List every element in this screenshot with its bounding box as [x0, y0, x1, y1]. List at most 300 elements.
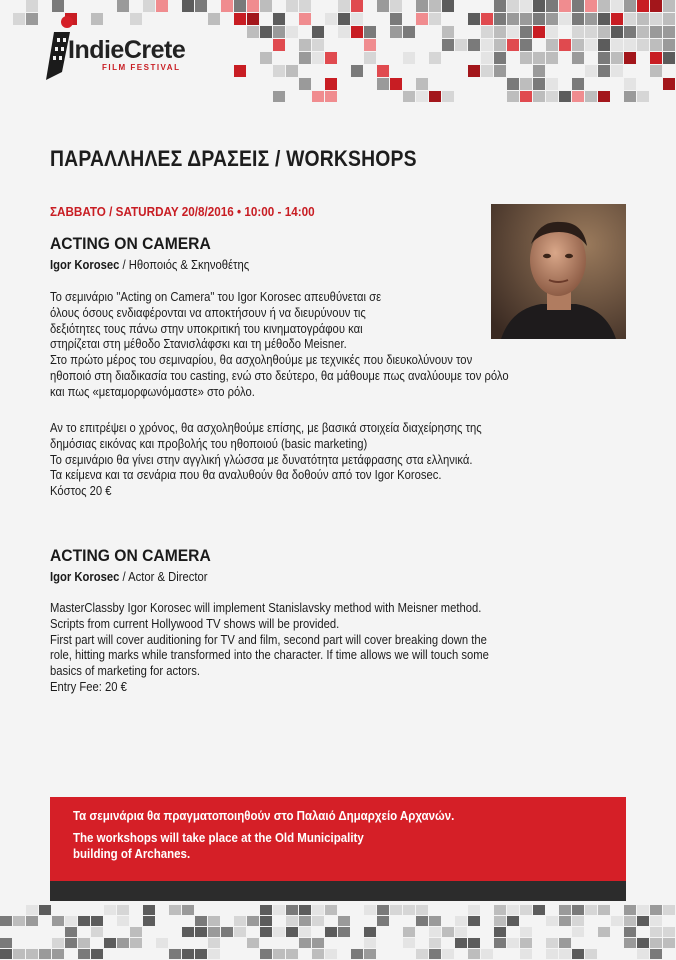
mosaic-tile — [520, 52, 532, 64]
price-greek: Κόστος 20 € — [50, 484, 112, 499]
mosaic-tile — [364, 39, 376, 51]
mosaic-tile — [572, 905, 584, 915]
mosaic-tile — [260, 949, 272, 959]
mosaic-tile — [286, 949, 298, 959]
mosaic-tile — [598, 13, 610, 25]
mosaic-tile — [351, 65, 363, 77]
text-line: Scripts from current Hollywood TV shows will be provided. — [50, 616, 340, 631]
mosaic-tile — [13, 949, 25, 959]
mosaic-tile — [312, 905, 324, 915]
mosaic-tile — [624, 905, 636, 915]
mosaic-tile — [468, 949, 480, 959]
mosaic-tile — [130, 938, 142, 948]
mosaic-tile — [520, 949, 532, 959]
mosaic-tile — [0, 949, 12, 959]
mosaic-tile — [364, 52, 376, 64]
mosaic-tile — [325, 52, 337, 64]
mosaic-tile — [299, 905, 311, 915]
bottom-bar — [50, 881, 626, 901]
event-date: ΣΑΒΒΑΤΟ / SATURDAY 20/8/2016 • 10:00 - 14:00 — [50, 204, 315, 219]
mosaic-tile — [546, 52, 558, 64]
mosaic-tile — [156, 938, 168, 948]
mosaic-tile — [26, 949, 38, 959]
text-line: MasterClassby Igor Korosec will implement Stanislavsky method with Meisner method. — [50, 601, 482, 615]
mosaic-tile — [234, 13, 246, 25]
mosaic-tile — [234, 927, 246, 937]
mosaic-tile — [338, 0, 350, 12]
mosaic-tile — [325, 13, 337, 25]
mosaic-tile — [143, 905, 155, 915]
mosaic-tile — [650, 938, 662, 948]
mosaic-tile — [65, 916, 77, 926]
mosaic-tile — [468, 65, 480, 77]
mosaic-tile — [299, 78, 311, 90]
mosaic-tile — [0, 938, 12, 948]
mosaic-tile — [429, 938, 441, 948]
mosaic-tile — [520, 78, 532, 90]
mosaic-tile — [598, 0, 610, 12]
mosaic-tile — [364, 949, 376, 959]
mosaic-tile — [312, 949, 324, 959]
mosaic-tile — [559, 13, 571, 25]
mosaic-tile — [598, 52, 610, 64]
mosaic-tile — [598, 65, 610, 77]
mosaic-tile — [494, 927, 506, 937]
mosaic-tile — [533, 91, 545, 102]
mosaic-tile — [273, 65, 285, 77]
mosaic-tile — [663, 938, 675, 948]
mosaic-tile — [429, 0, 441, 12]
mosaic-tile — [429, 949, 441, 959]
mosaic-tile — [637, 905, 649, 915]
mosaic-tile — [650, 927, 662, 937]
text-line: στηρίζεται στη μέθοδο Στανισλάφσκι και τη μέθοδο Meisner. — [50, 337, 347, 352]
mosaic-tile — [598, 39, 610, 51]
mosaic-tile — [169, 905, 181, 915]
mosaic-tile — [234, 916, 246, 926]
notice-english-2: building of Archanes. — [73, 847, 191, 861]
mosaic-tile — [533, 26, 545, 38]
mosaic-tile — [624, 78, 636, 90]
mosaic-tile — [481, 26, 493, 38]
text-line: Αν το επιτρέψει ο χρόνος, θα ασχοληθούμε επίσης, με βασικά στοιχεία διαχείρησης της — [50, 421, 482, 435]
mosaic-tile — [65, 927, 77, 937]
mosaic-tile — [325, 78, 337, 90]
mosaic-tile — [234, 0, 246, 12]
mosaic-tile — [299, 916, 311, 926]
mosaic-tile — [546, 13, 558, 25]
mosaic-tile — [273, 26, 285, 38]
mosaic-tile — [572, 927, 584, 937]
mosaic-tile — [247, 916, 259, 926]
mosaic-tile — [429, 13, 441, 25]
mosaic-tile — [546, 78, 558, 90]
mosaic-tile — [377, 78, 389, 90]
mosaic-tile — [546, 39, 558, 51]
mosaic-tile — [559, 91, 571, 102]
mosaic-tile — [455, 916, 467, 926]
mosaic-tile — [650, 39, 662, 51]
text-line: Το σεμινάριο θα γίνει στην αγγλική γλώσσα με δυνατότητα μετάφρασης στα ελληνικά. — [50, 452, 473, 467]
mosaic-tile — [520, 905, 532, 915]
mosaic-tile — [494, 13, 506, 25]
mosaic-tile — [481, 39, 493, 51]
mosaic-tile — [221, 927, 233, 937]
mosaic-tile — [416, 78, 428, 90]
mosaic-tile — [260, 905, 272, 915]
mosaic-tile — [481, 13, 493, 25]
mosaic-tile — [117, 938, 129, 948]
mosaic-tile — [312, 39, 324, 51]
mosaic-tile — [182, 0, 194, 12]
mosaic-tile — [364, 938, 376, 948]
mosaic-tile — [650, 13, 662, 25]
mosaic-tile — [351, 26, 363, 38]
mosaic-tile — [390, 13, 402, 25]
logo-subtitle: FILM FESTIVAL — [102, 63, 181, 72]
mosaic-tile — [468, 938, 480, 948]
text-line: Στο πρώτο μέρος του σεμιναρίου, θα ασχοληθούμε με τεχνικές που διευκολύνουν τον — [50, 353, 473, 368]
mosaic-tile — [507, 78, 519, 90]
mosaic-tile — [117, 916, 129, 926]
mosaic-tile — [364, 905, 376, 915]
mosaic-tile — [481, 65, 493, 77]
mosaic-tile — [286, 26, 298, 38]
mosaic-tile — [364, 927, 376, 937]
mosaic-tile — [273, 949, 285, 959]
english-paragraph — [50, 601, 489, 696]
mosaic-tile — [273, 905, 285, 915]
mosaic-tile — [273, 927, 285, 937]
mosaic-tile — [624, 26, 636, 38]
mosaic-tile — [325, 949, 337, 959]
mosaic-tile — [26, 0, 38, 12]
mosaic-tile — [611, 39, 623, 51]
mosaic-tile — [520, 0, 532, 12]
mosaic-tile — [52, 916, 64, 926]
mosaic-tile — [533, 0, 545, 12]
mosaic-tile — [377, 65, 389, 77]
mosaic-tile — [611, 13, 623, 25]
mosaic-tile — [416, 0, 428, 12]
instructor-photo — [491, 204, 626, 339]
mosaic-tile — [494, 52, 506, 64]
text-line: και πως «μεταμορφωνόμαστε» στο ρόλο. — [50, 384, 255, 399]
mosaic-tile — [546, 26, 558, 38]
mosaic-tile — [312, 938, 324, 948]
mosaic-tile — [169, 949, 181, 959]
mosaic-tile — [455, 927, 467, 937]
mosaic-tile — [39, 949, 51, 959]
mosaic-tile — [455, 938, 467, 948]
mosaic-tile — [520, 927, 532, 937]
mosaic-tile — [611, 916, 623, 926]
festival-logo[interactable] — [40, 14, 220, 86]
mosaic-tile — [13, 13, 25, 25]
mosaic-tile — [650, 916, 662, 926]
mosaic-tile — [442, 91, 454, 102]
text-line: δημόσιας εικόνας και προβολής του ηθοποιού (basic marketing) — [50, 436, 368, 451]
mosaic-tile — [572, 26, 584, 38]
mosaic-tile — [104, 905, 116, 915]
mosaic-tile — [312, 52, 324, 64]
mosaic-tile — [585, 949, 597, 959]
mosaic-tile — [78, 938, 90, 948]
mosaic-tile — [273, 13, 285, 25]
mosaic-tile — [195, 927, 207, 937]
mosaic-tile — [338, 916, 350, 926]
notice-english-1: The workshops will take place at the Old Municipality — [73, 831, 364, 845]
mosaic-tile — [494, 938, 506, 948]
mosaic-tile — [637, 916, 649, 926]
mosaic-tile — [52, 938, 64, 948]
mosaic-tile — [403, 905, 415, 915]
mosaic-tile — [611, 0, 623, 12]
mosaic-tile — [585, 39, 597, 51]
mosaic-tile — [507, 91, 519, 102]
mosaic-tile — [273, 91, 285, 102]
mosaic-tile — [130, 927, 142, 937]
mosaic-tile — [598, 905, 610, 915]
mosaic-tile — [650, 26, 662, 38]
mosaic-tile — [299, 927, 311, 937]
mosaic-tile — [299, 13, 311, 25]
mosaic-tile — [13, 916, 25, 926]
mosaic-tile — [117, 0, 129, 12]
mosaic-tile — [26, 905, 38, 915]
mosaic-tile — [299, 0, 311, 12]
mosaic-tile — [182, 949, 194, 959]
mosaic-tile — [611, 52, 623, 64]
mosaic-tile — [546, 938, 558, 948]
mosaic-tile — [520, 26, 532, 38]
mosaic-tile — [494, 916, 506, 926]
mosaic-tile — [390, 78, 402, 90]
mosaic-tile — [546, 949, 558, 959]
mosaic-tile — [624, 0, 636, 12]
text-line: Τα κείμενα και τα σενάρια που θα αναλυθούν θα δοθούν από τον Igor Korosec. — [50, 468, 442, 483]
mosaic-tile — [494, 905, 506, 915]
instructor-line-greek — [50, 258, 249, 272]
mosaic-tile — [195, 0, 207, 12]
mosaic-tile — [637, 938, 649, 948]
mosaic-tile — [663, 13, 675, 25]
mosaic-tile — [663, 52, 675, 64]
mosaic-tile — [663, 0, 675, 12]
instructor-line-english — [50, 570, 208, 584]
mosaic-tile — [208, 938, 220, 948]
mosaic-tile — [338, 26, 350, 38]
mosaic-tile — [260, 916, 272, 926]
mosaic-tile — [416, 905, 428, 915]
mosaic-tile — [494, 65, 506, 77]
mosaic-tile — [650, 65, 662, 77]
mosaic-tile — [104, 938, 116, 948]
mosaic-tile — [533, 52, 545, 64]
mosaic-tile — [377, 0, 389, 12]
mosaic-tile — [416, 916, 428, 926]
mosaic-tile — [260, 26, 272, 38]
mosaic-tile — [650, 949, 662, 959]
mosaic-tile — [403, 26, 415, 38]
mosaic-tile — [156, 0, 168, 12]
mosaic-tile — [611, 65, 623, 77]
page-title: ΠΑΡΑΛΛΗΛΕΣ ΔΡΑΣΕΙΣ / WORKSHOPS — [50, 146, 417, 171]
mosaic-tile — [572, 91, 584, 102]
text-line: δεξιότητες τους πάνω στην υποκριτική του κινηματογράφου και — [50, 321, 363, 336]
mosaic-tile — [442, 927, 454, 937]
mosaic-tile — [416, 13, 428, 25]
mosaic-tile — [325, 905, 337, 915]
mosaic-tile — [403, 52, 415, 64]
mosaic-tile — [507, 26, 519, 38]
mosaic-tile — [663, 26, 675, 38]
mosaic-tile — [598, 91, 610, 102]
mosaic-tile — [286, 65, 298, 77]
mosaic-tile — [442, 26, 454, 38]
mosaic-tile — [598, 26, 610, 38]
mosaic-tile — [572, 949, 584, 959]
mosaic-tile — [312, 26, 324, 38]
mosaic-tile — [468, 905, 480, 915]
mosaic-tile — [325, 927, 337, 937]
mosaic-tile — [117, 905, 129, 915]
mosaic-tile — [585, 65, 597, 77]
mosaic-tile — [390, 0, 402, 12]
mosaic-tile — [390, 26, 402, 38]
mosaic-tile — [0, 916, 12, 926]
mosaic-tile — [78, 949, 90, 959]
price-english: Entry Fee: 20 € — [50, 679, 127, 694]
mosaic-tile — [507, 905, 519, 915]
mosaic-tile — [273, 39, 285, 51]
text-line: ηθοποιό στη διαδικασία του casting, ενώ στο δεύτερο, θα μάθουμε πως αναλύουμε τον ρόλο — [50, 368, 509, 383]
mosaic-tile — [234, 65, 246, 77]
mosaic-tile — [624, 13, 636, 25]
mosaic-tile — [208, 927, 220, 937]
instructor-name: Igor Korosec — [50, 258, 120, 272]
mosaic-tile — [286, 916, 298, 926]
mosaic-tile — [143, 916, 155, 926]
mosaic-tile — [533, 65, 545, 77]
mosaic-tile — [520, 938, 532, 948]
mosaic-tile — [546, 916, 558, 926]
instructor-name: Igor Korosec — [50, 570, 120, 584]
mosaic-tile — [364, 26, 376, 38]
mosaic-tile — [377, 916, 389, 926]
mosaic-tile — [91, 927, 103, 937]
mosaic-tile — [429, 91, 441, 102]
mosaic-tile — [663, 39, 675, 51]
text-line: role, hitting marks while transformed into the character. If time allows we will touch some — [50, 648, 489, 663]
mosaic-tile — [663, 927, 675, 937]
mosaic-tile — [26, 916, 38, 926]
mosaic-tile — [442, 39, 454, 51]
mosaic-tile — [585, 91, 597, 102]
mosaic-tile — [546, 0, 558, 12]
logo-name: IndieCrete — [68, 36, 186, 64]
mosaic-tile — [481, 949, 493, 959]
mosaic-tile — [286, 0, 298, 12]
mosaic-tile — [299, 52, 311, 64]
mosaic-tile — [52, 0, 64, 12]
mosaic-tile — [390, 905, 402, 915]
mosaic-tile — [312, 916, 324, 926]
mosaic-tile — [468, 13, 480, 25]
mosaic-tile — [338, 13, 350, 25]
mosaic-tile — [572, 0, 584, 12]
mosaic-tile — [585, 0, 597, 12]
mosaic-tile — [195, 949, 207, 959]
mosaic-tile — [663, 905, 675, 915]
mosaic-tile — [26, 13, 38, 25]
mosaic-tile — [247, 0, 259, 12]
mosaic-tile — [624, 927, 636, 937]
mosaic-tile — [507, 916, 519, 926]
mosaic-tile — [637, 0, 649, 12]
mosaic-tile — [585, 905, 597, 915]
mosaic-tile — [559, 938, 571, 948]
mosaic-tile — [572, 13, 584, 25]
instructor-role: / Actor & Director — [119, 570, 208, 584]
mosaic-tile — [429, 927, 441, 937]
mosaic-tile — [91, 949, 103, 959]
mosaic-tile — [520, 13, 532, 25]
mosaic-tile — [611, 26, 623, 38]
greek-paragraph-1 — [50, 290, 509, 401]
mosaic-tile — [624, 39, 636, 51]
mosaic-tile — [182, 905, 194, 915]
mosaic-tile — [507, 13, 519, 25]
text-line: First part will cover auditioning for TV and film, second part will cover breaking down the — [50, 632, 487, 647]
mosaic-tile — [520, 39, 532, 51]
mosaic-tile — [559, 905, 571, 915]
mosaic-tile — [403, 927, 415, 937]
header-banner — [0, 0, 676, 102]
mosaic-tile — [507, 39, 519, 51]
venue-notice — [50, 797, 626, 881]
mosaic-tile — [286, 927, 298, 937]
mosaic-tile — [507, 0, 519, 12]
mosaic-tile — [494, 26, 506, 38]
mosaic-tile — [559, 916, 571, 926]
text-line: basics of marketing for actors. — [50, 664, 201, 679]
mosaic-tile — [52, 949, 64, 959]
text-line: όλους όσους ενδιαφέρονται να αποκτήσουν ή να διευρύνουν τις — [50, 305, 366, 320]
mosaic-tile — [559, 0, 571, 12]
mosaic-tile — [624, 916, 636, 926]
instructor-role: / Ηθοποιός & Σκηνοθέτης — [119, 258, 250, 272]
mosaic-tile — [494, 39, 506, 51]
mosaic-tile — [585, 26, 597, 38]
mosaic-tile — [247, 26, 259, 38]
mosaic-tile — [312, 91, 324, 102]
mosaic-tile — [403, 91, 415, 102]
mosaic-tile — [533, 905, 545, 915]
workshop-title-english: ACTING ON CAMERA — [50, 546, 211, 565]
mosaic-tile — [533, 13, 545, 25]
workshop-title-greek: ACTING ON CAMERA — [50, 234, 211, 253]
mosaic-tile — [650, 0, 662, 12]
mosaic-tile — [429, 52, 441, 64]
mosaic-tile — [260, 0, 272, 12]
mosaic-tile — [468, 39, 480, 51]
mosaic-tile — [559, 949, 571, 959]
mosaic-tile — [208, 949, 220, 959]
mosaic-tile — [403, 938, 415, 948]
mosaic-tile — [91, 916, 103, 926]
mosaic-tile — [650, 905, 662, 915]
